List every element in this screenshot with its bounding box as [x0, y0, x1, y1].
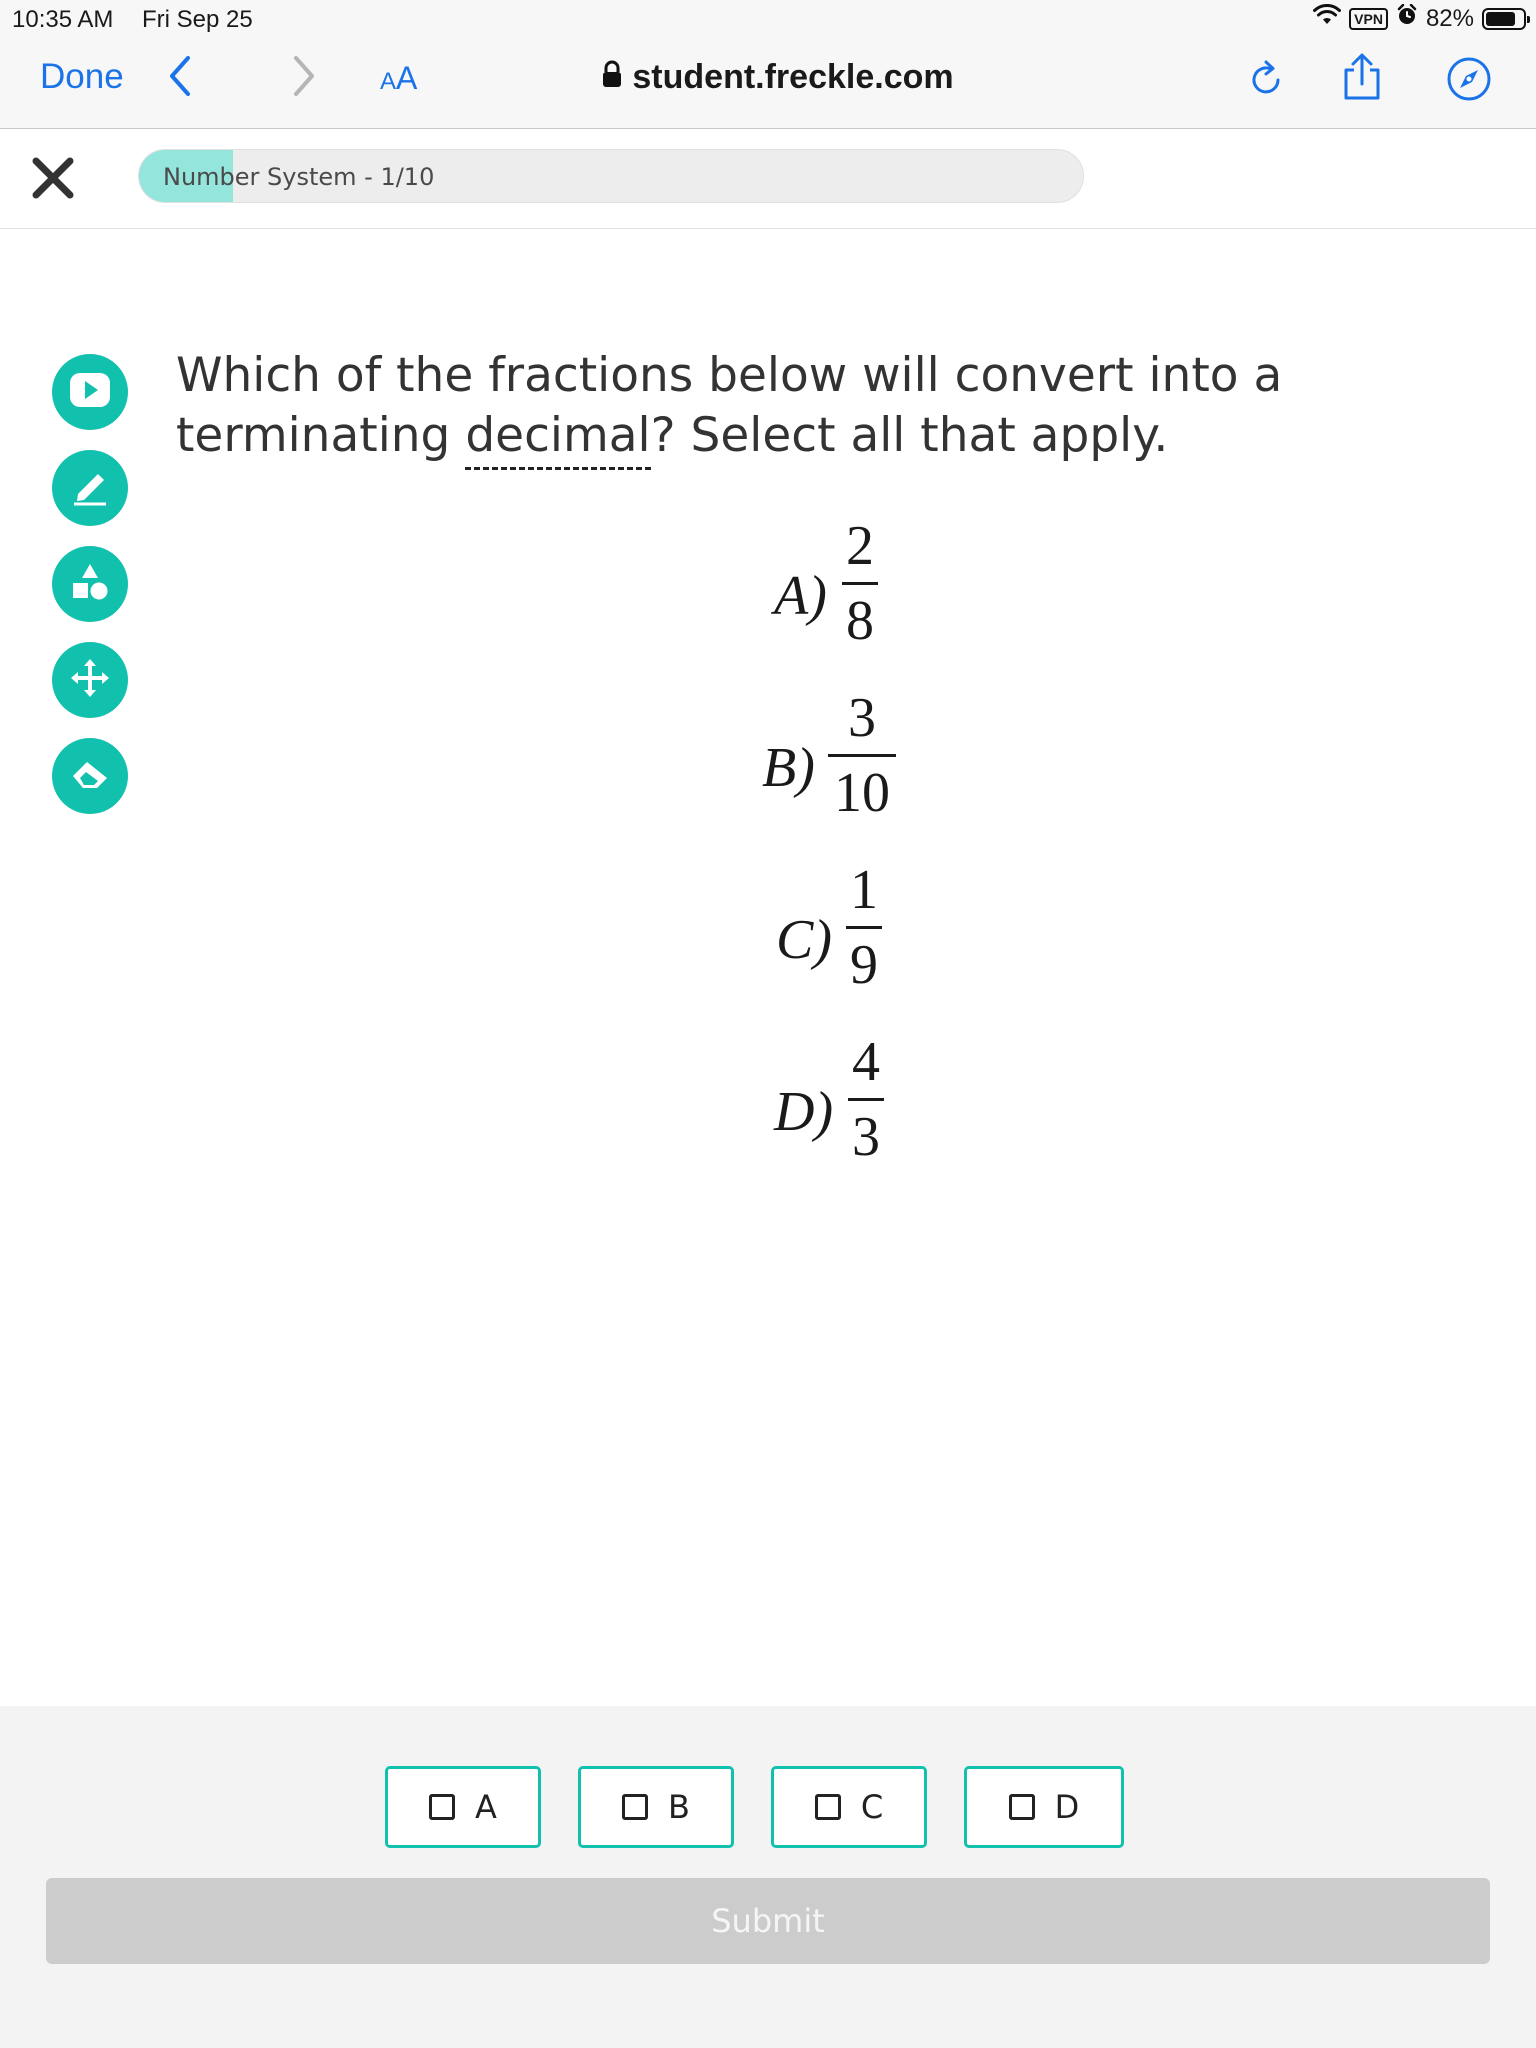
question-text-after: ? Select all that apply.: [650, 408, 1169, 463]
checkbox-icon: [429, 1794, 455, 1820]
reload-icon[interactable]: [1248, 58, 1284, 103]
answer-option-label: C: [860, 1788, 884, 1826]
denominator: 8: [846, 590, 874, 652]
checkbox-icon: [815, 1794, 841, 1820]
denominator: 10: [834, 762, 890, 824]
answer-option-d[interactable]: [964, 1766, 1124, 1848]
choice-a: [0, 514, 1536, 664]
fraction-bar: [848, 1098, 884, 1101]
answer-option-label: B: [668, 1788, 690, 1826]
lock-icon: [602, 58, 622, 97]
wifi-icon: [1313, 4, 1341, 33]
choice-d: [0, 1030, 1536, 1180]
url-text: student.freckle.com: [632, 58, 954, 96]
status-time: 10:35 AM: [12, 6, 114, 33]
fraction: [848, 1030, 884, 1169]
choice-letter: B): [762, 737, 815, 799]
play-audio-button[interactable]: [52, 354, 128, 430]
compass-icon[interactable]: [1446, 56, 1492, 107]
pencil-icon: [68, 464, 112, 513]
numerator: 4: [852, 1031, 880, 1093]
numerator: 3: [848, 687, 876, 749]
battery-level: [1486, 12, 1515, 26]
fraction: [842, 514, 878, 653]
address-bar[interactable]: [0, 58, 1536, 97]
choice-b: [0, 686, 1536, 836]
battery-nub: [1527, 16, 1530, 23]
checkbox-icon: [622, 1794, 648, 1820]
fraction: [846, 858, 882, 997]
status-date: Fri Sep 25: [142, 6, 253, 33]
progress-label: Number System - 1/10: [163, 163, 435, 191]
text-size-big: A: [396, 60, 418, 96]
answer-option-c[interactable]: [771, 1766, 927, 1848]
fraction-bar: [842, 582, 878, 585]
answer-option-label: D: [1054, 1788, 1080, 1826]
vocab-word[interactable]: decimal: [465, 408, 650, 470]
question-text: [176, 346, 1326, 466]
battery-icon: [1482, 8, 1526, 30]
fraction-bar: [828, 754, 896, 757]
share-icon[interactable]: [1340, 52, 1384, 107]
choice-letter: A): [774, 565, 827, 627]
browser-toolbar: [0, 38, 1536, 129]
checkbox-icon: [1009, 1794, 1035, 1820]
numerator: 2: [846, 515, 874, 577]
denominator: 9: [850, 934, 878, 996]
denominator: 3: [852, 1106, 880, 1168]
numerator: 1: [850, 859, 878, 921]
submit-button[interactable]: Submit: [46, 1878, 1490, 1964]
fraction-bar: [846, 926, 882, 929]
choice-letter: D): [774, 1081, 834, 1143]
answer-option-b[interactable]: [578, 1766, 734, 1848]
close-icon[interactable]: [28, 153, 78, 208]
choice-letter: C): [776, 909, 832, 971]
play-icon: [67, 370, 113, 415]
status-icons: [1313, 4, 1526, 33]
question-text-before: Which of the fractions below will convert into a terminating: [176, 348, 1283, 463]
progress-bar: [138, 149, 1084, 203]
answer-option-label: A: [475, 1788, 497, 1826]
battery-percent: 82%: [1425, 4, 1474, 32]
answer-option-a[interactable]: [385, 1766, 541, 1848]
fraction: [828, 686, 896, 825]
status-bar: [0, 0, 1536, 38]
choice-c: [0, 858, 1536, 1008]
vpn-badge: VPN: [1349, 8, 1388, 30]
practice-header: [0, 129, 1536, 229]
text-size-small: A: [380, 68, 397, 95]
done-button[interactable]: Done: [40, 57, 124, 96]
alarm-icon: [1396, 4, 1418, 33]
answer-area: [0, 1706, 1536, 2048]
